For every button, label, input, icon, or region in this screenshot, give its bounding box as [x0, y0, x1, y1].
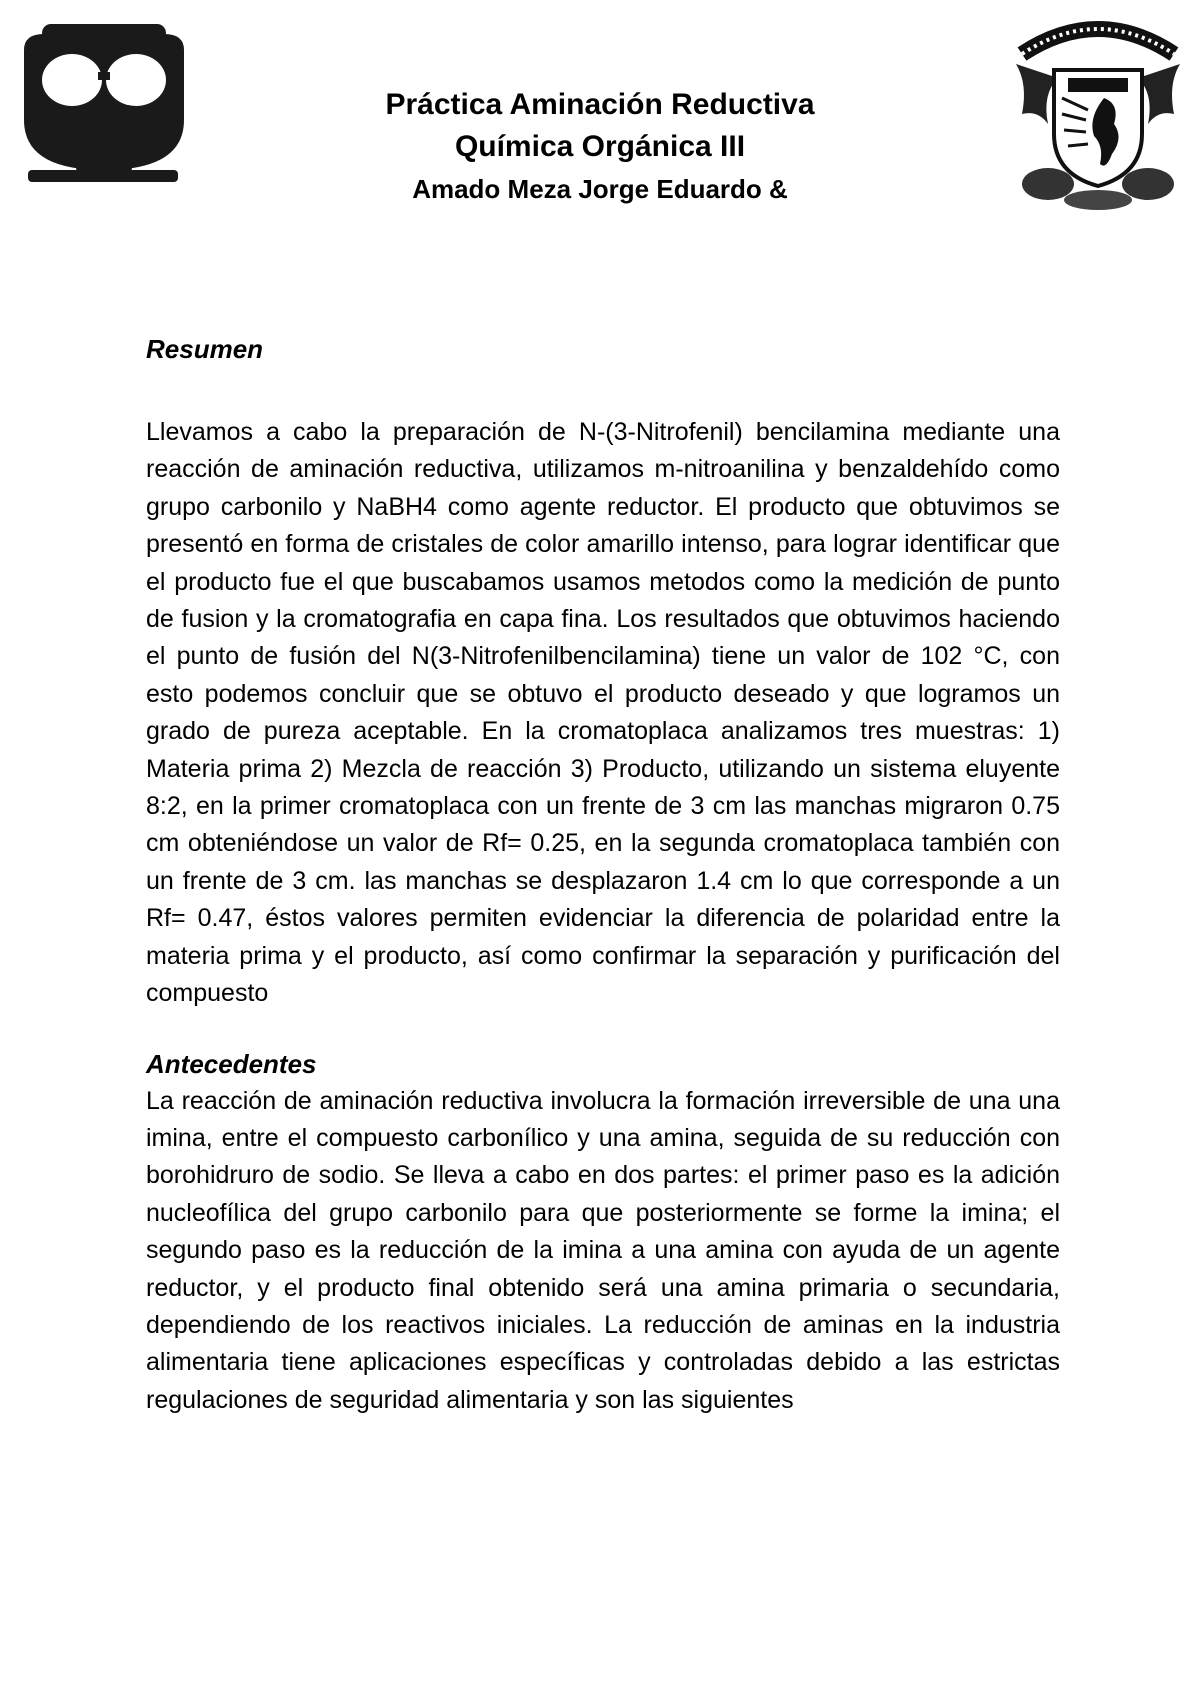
- paragraph-antecedentes: La reacción de aminación reductiva involucra la formación irreversible de una una imina, entre el compuesto carbonílico y una amina, seguida de su reducción con borohidruro de sodio. Se lleva a cabo en dos partes: el primer paso es la adición nucleofílica del grupo carbonilo para que posteriormente se forme la imina; el segundo paso es la reducción de la imina a una amina con ayuda de un agente reductor, y el producto final obtenido será una amina primaria o secundaria, dependiendo de los reactivos iniciales. La reducción de aminas en la industria alimentaria tiene aplicaciones específicas y controladas debido a las estrictas regulaciones de seguridad alimentaria y son las siguientes: [146, 1086, 1060, 1414]
- section-heading-resumen: Resumen: [146, 334, 264, 364]
- paragraph-resumen: Llevamos a cabo la preparación de N-(3-Nitrofenil) bencilamina mediante una reacción de aminación reductiva, utilizamos m-nitroanilina y benzaldehído como grupo carbonilo y NaBH4 como agente reductor. El producto que obtuvimos se presentó en forma de cristales de color amarillo intenso, para lograr identificar que el producto fue el que buscabamos usamos metodos como la medición de punto de fusion y la cromatografia en capa fina. Los resultados que obtuvimos haciendo el punto de fusión del N(3-Nitrofenilbencilamina) tiene un valor de 102 °C, con esto podemos concluir que se obtuvo el producto deseado y que logramos un grado de pureza aceptable. En la cromatoplaca analizamos tres muestras: 1) Materia prima 2) Mezcla de reacción 3) Producto, utilizando un sistema eluyente 8:2, en la primer cromatoplaca con un frente de 3 cm las manchas migraron 0.75 cm obteniéndose un valor de Rf= 0.25, en la segunda cromatoplaca también con un frente de 3 cm. las manchas se desplazaron 1.4 cm lo que corresponde a un Rf= 0.47, éstos valores permiten evidenciar la diferencia de polaridad entre la materia prima y el producto, así como confirmar la separación y purificación del compuesto: [146, 418, 1060, 1008]
- document-body: [146, 330, 1060, 1419]
- unam-crest-icon: [1008, 14, 1188, 214]
- document-title: Práctica Aminación Reductiva: [385, 88, 815, 121]
- document-subtitle: Química Orgánica III: [454, 130, 746, 163]
- document-authors: Amado Meza Jorge Eduardo &: [412, 174, 788, 204]
- document-header: [240, 84, 960, 210]
- owl-logo-icon: [14, 20, 194, 200]
- section-heading-antecedentes: Antecedentes: [146, 1048, 317, 1079]
